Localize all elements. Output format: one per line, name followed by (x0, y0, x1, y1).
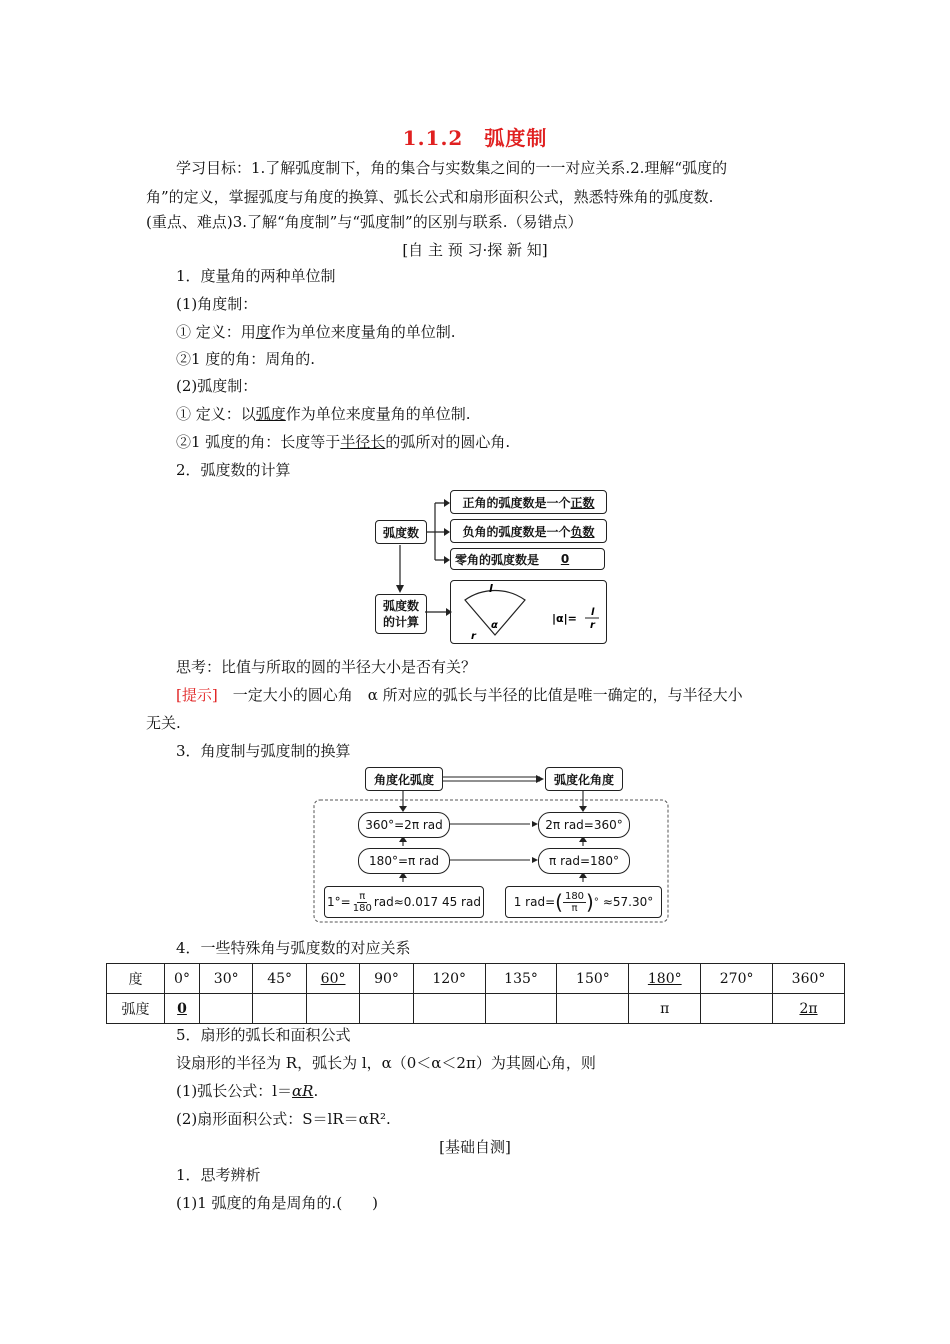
s1-radian-one-a: ②1 弧度的角：长度等于 (176, 433, 341, 451)
row-label-degree: 度 (107, 964, 165, 994)
s1-heading: 1．度量角的两种单位制 (176, 267, 336, 285)
one-radian-rhs: ≈57.30° (602, 895, 654, 909)
section-header-self-test: [基础自测] (439, 1138, 511, 1156)
one-degree-rhs: rad≈0.017 45 rad (373, 895, 481, 909)
s5-area: (2)扇形面积公式：S＝lR＝αR². (176, 1110, 391, 1128)
objectives-line-2: 角”的定义，掌握弧度与角度的换算、弧长公式和扇形面积公式，熟悉特殊角的弧度数. (146, 188, 714, 206)
deg-cell: 120° (413, 964, 485, 994)
rad-cell (557, 994, 629, 1024)
formula-denominator: r (590, 620, 595, 631)
one-radian-degree-sign: ° (593, 896, 599, 908)
deg-cell: 90° (360, 964, 413, 994)
positive-angle-blank: 正数 (570, 495, 595, 510)
arc-length-label: (1)弧长公式：l＝ (176, 1082, 293, 1100)
one-degree-numerator: π (359, 890, 366, 902)
radius-label: r (471, 631, 476, 642)
one-radian-denominator: π (571, 902, 578, 914)
deg-cell: 270° (701, 964, 773, 994)
negative-angle-text: 负角的弧度数是一个 (462, 524, 571, 539)
formula-lhs: |α|= (552, 612, 577, 625)
one-radian-box (505, 886, 662, 918)
negative-angle-blank: 负数 (570, 524, 595, 539)
deg-cell: 0° (165, 964, 200, 994)
rad-cell: π (629, 994, 701, 1024)
s1-degree-one: ②1 度的角：周角的. (176, 350, 316, 368)
s4-heading: 4．一些特殊角与弧度数的对应关系 (176, 939, 411, 957)
s1-radian-def (176, 400, 471, 429)
rad-cell (306, 994, 359, 1024)
deg-cell-blank: 60° (320, 970, 346, 987)
page-title: 1.1.2 弧度制 (402, 126, 548, 150)
arc-length-end: . (313, 1082, 319, 1100)
s5-arc-length (176, 1077, 318, 1106)
one-radian-numerator: 180 (564, 890, 585, 902)
deg-cell: 30° (200, 964, 253, 994)
angle-label: α (491, 620, 498, 631)
one-radian-lhs: 1 rad= (513, 895, 556, 909)
s1-radian-def-blank: 弧度 (255, 405, 286, 423)
s1-degree-def (176, 318, 456, 347)
s2-hint (176, 681, 743, 710)
rad-cell-blank: 2π (799, 1000, 818, 1017)
rad-to-deg-head: 弧度化角度 (545, 767, 623, 791)
one-degree-fraction (353, 891, 372, 914)
deg-cell: 360° (773, 964, 845, 994)
one-radian-paren-close: ) (586, 890, 594, 914)
hint-text: 一定大小的圆心角 α 所对应的弧长与半径的比值是唯一确定的，与半径大小 (217, 686, 743, 704)
table-row-degrees (107, 964, 845, 994)
rad-cell (485, 994, 557, 1024)
deg-cell: 135° (485, 964, 557, 994)
s1-radian-title: (2)弧度制： (176, 377, 258, 395)
s1-degree-title: (1)角度制： (176, 295, 258, 313)
self-test-heading: 1．思考辨析 (176, 1166, 261, 1184)
objectives-line-1: 学习目标：1.了解弧度制下，角的集合与实数集之间的一一对应关系.2.理解“弧度的 (176, 159, 728, 177)
self-test-q1: (1)1 弧度的角是周角的.( ) (176, 1194, 379, 1212)
s2-think: 思考：比值与所取的圆的半径大小是否有关？ (176, 658, 477, 676)
section-header-preview: [自 主 预 习·探 新 知] (402, 241, 548, 259)
deg-180-oval: 180°=π rad (358, 848, 450, 874)
deg-to-rad-head: 角度化弧度 (365, 767, 443, 791)
negative-angle-box (450, 519, 607, 543)
deg-cell (629, 964, 701, 994)
s5-setup: 设扇形的半径为 R，弧长为 l，α（0＜α＜2π）为其圆心角，则 (176, 1054, 596, 1072)
zero-angle-blank: 0 (560, 552, 570, 566)
one-degree-denominator: 180 (352, 902, 372, 914)
arc-label: l (489, 582, 493, 595)
s1-radian-one-b: 的弧所对的圆心角. (385, 433, 511, 451)
objectives-line-3: (重点、难点)3.了解“角度制”与“弧度制”的区别与联系.（易错点） (146, 213, 583, 231)
radian-calc-line-2: 的计算 (382, 615, 419, 629)
s1-radian-def-b: 作为单位来度量角的单位制. (285, 405, 471, 423)
row-label-radian: 弧度 (107, 994, 165, 1024)
s1-degree-def-b: 作为单位来度量角的单位制. (270, 323, 456, 341)
one-radian-paren-open: ( (555, 890, 563, 914)
s1-radian-def-a: ① 定义：以 (176, 405, 256, 423)
positive-angle-box (450, 490, 607, 514)
zero-angle-text: 零角的弧度数是 (455, 552, 540, 567)
deg-cell-blank: 180° (647, 970, 682, 987)
s5-heading: 5．扇形的弧长和面积公式 (176, 1026, 351, 1044)
table-row-radians (107, 994, 845, 1024)
rad-pi-oval: π rad=180° (538, 848, 630, 874)
one-radian-fraction (563, 891, 586, 914)
rad-cell (253, 994, 306, 1024)
rad-cell (200, 994, 253, 1024)
rad-cell (773, 994, 845, 1024)
rad-2pi-oval: 2π rad=360° (538, 812, 630, 838)
radian-number-box: 弧度数 (375, 520, 427, 544)
formula-numerator: l (591, 607, 595, 618)
rad-cell (165, 994, 200, 1024)
s3-heading: 3．角度制与弧度制的换算 (176, 742, 351, 760)
angle-table (106, 963, 845, 1024)
rad-cell (413, 994, 485, 1024)
one-degree-box (324, 886, 484, 918)
one-degree-lhs: 1°= (327, 895, 351, 909)
zero-angle-box (450, 548, 605, 570)
deg-360-oval: 360°=2π rad (358, 812, 450, 838)
s1-degree-def-blank: 度 (255, 323, 271, 341)
s1-radian-one (176, 428, 510, 457)
radian-calc-box (375, 594, 427, 634)
arc-length-blank: αR (292, 1082, 314, 1100)
s1-degree-def-a: ① 定义：用 (176, 323, 256, 341)
rad-cell-blank: 0 (177, 1000, 187, 1017)
s2-heading: 2．弧度数的计算 (176, 461, 291, 479)
deg-cell: 45° (253, 964, 306, 994)
s2-hint-line-2: 无关. (146, 714, 181, 732)
rad-cell (360, 994, 413, 1024)
deg-cell: 150° (557, 964, 629, 994)
sector-figure (425, 580, 610, 644)
rad-cell (701, 994, 773, 1024)
deg-cell (306, 964, 359, 994)
positive-angle-text: 正角的弧度数是一个 (462, 495, 571, 510)
hint-tag: [提示] (176, 686, 218, 704)
radian-calc-line-1: 弧度数 (382, 599, 419, 613)
s1-radian-one-blank: 半径长 (340, 433, 386, 451)
